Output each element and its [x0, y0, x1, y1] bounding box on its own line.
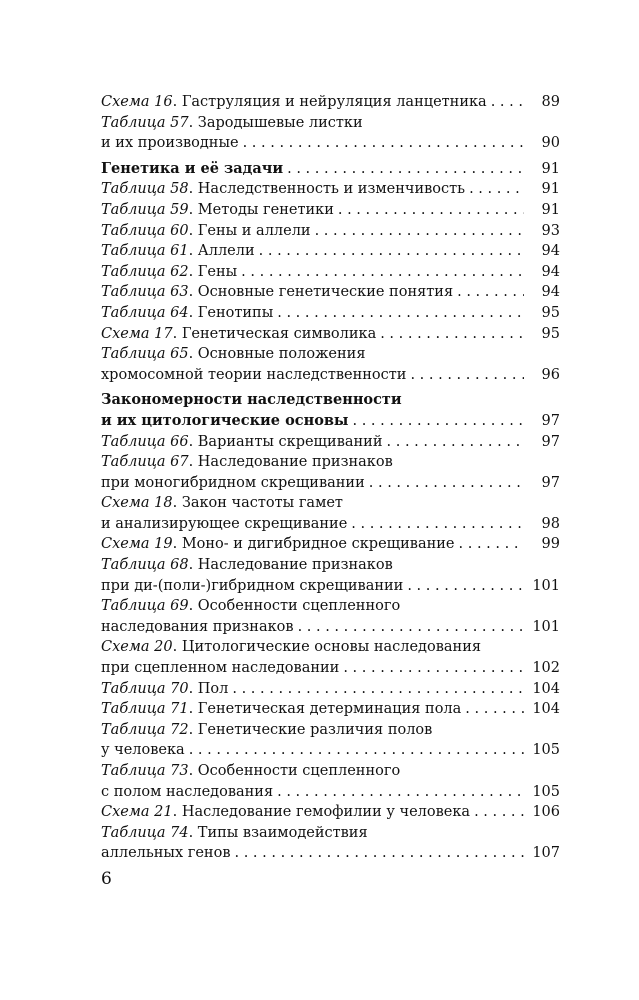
entry-title: Цитологические основы наследования	[181, 639, 482, 656]
toc-line	[101, 534, 560, 555]
toc-line	[101, 365, 560, 386]
dot-leader	[347, 514, 524, 535]
toc-line	[101, 576, 560, 597]
dot-leader	[239, 133, 524, 154]
toc-title: Схема 16. Гаструляция и нейруляция ланцетника	[101, 94, 487, 110]
toc-entry	[101, 596, 560, 637]
entry-label: Схема 17	[101, 325, 173, 342]
entry-label: Схема 18	[101, 495, 173, 512]
entry-title: Варианты скрещиваний	[197, 433, 383, 450]
toc-line	[101, 221, 560, 242]
toc-title: Таблица 58. Наследственность и изменчивость	[101, 181, 466, 198]
toc-title: Таблица 64. Генотипы	[101, 304, 274, 321]
dot-leader	[348, 411, 524, 432]
dot-leader	[470, 802, 524, 823]
page-ref: 104	[532, 680, 560, 697]
toc-line-content	[101, 282, 560, 303]
toc-line-content	[101, 200, 560, 221]
toc-line-content	[101, 596, 560, 617]
toc-line-content	[101, 365, 560, 386]
entry-label: Таблица 69	[101, 598, 189, 615]
toc-line	[101, 514, 560, 535]
toc-title-continuation: и анализирующее скрещивание	[101, 515, 348, 532]
toc-line-content	[101, 324, 560, 345]
entry-title: Пол	[197, 680, 229, 697]
section-title: Генетика и её задачи	[101, 159, 284, 177]
toc-title: Таблица 69. Особенности сцепленного	[101, 598, 401, 615]
toc-line	[101, 596, 560, 617]
page-ref: 91	[541, 181, 560, 198]
toc-title: Схема 21. Наследование гемофилии у человека	[101, 804, 471, 821]
page-ref: 90	[541, 135, 560, 152]
entry-title: Основные положения	[197, 346, 366, 363]
toc-line-content	[101, 113, 560, 134]
toc-line-content	[101, 159, 560, 180]
toc-line-content	[101, 555, 560, 576]
entry-label: Таблица 60	[101, 222, 189, 239]
toc-line-content	[101, 823, 560, 844]
page-ref: 97	[541, 412, 560, 429]
toc-line	[101, 200, 560, 221]
toc-line	[101, 782, 560, 803]
dot-leader	[376, 324, 524, 345]
entry-label: Схема 16	[101, 94, 173, 110]
entry-label: Таблица 57	[101, 114, 189, 131]
toc-line-content	[101, 637, 560, 658]
toc-line	[101, 452, 560, 473]
toc-title: Таблица 71. Генетическая детерминация пола	[101, 701, 462, 718]
toc-line	[101, 390, 560, 411]
section-title: Закономерности наследственности	[101, 391, 402, 409]
toc-entry	[101, 452, 560, 493]
dot-leader	[273, 303, 524, 324]
toc-line	[101, 303, 560, 324]
toc-entry	[101, 221, 560, 242]
toc-title	[101, 390, 402, 411]
page-ref: 94	[541, 263, 560, 280]
page-ref: 101	[532, 618, 560, 635]
toc-line-content	[101, 473, 560, 494]
entry-label: Таблица 58	[101, 181, 189, 198]
toc-title-continuation: при ди-(поли-)гибридном скрещивании	[101, 577, 404, 594]
toc-line	[101, 699, 560, 720]
page-ref: 97	[541, 433, 560, 450]
dot-leader	[455, 534, 524, 555]
toc-title: Таблица 67. Наследование признаков	[101, 454, 393, 471]
toc-title-continuation: хромосомной теории наследственности	[101, 366, 407, 383]
entry-title: Моно- и дигибридное скрещивание	[181, 536, 455, 553]
toc-entry	[101, 823, 560, 864]
toc-line-content	[101, 432, 560, 453]
toc-title: Схема 18. Закон частоты гамет	[101, 495, 343, 512]
entry-title: Методы генетики	[197, 201, 334, 218]
toc-line	[101, 740, 560, 761]
page-ref: 95	[541, 304, 560, 321]
entry-label: Таблица 65	[101, 346, 189, 363]
toc-line	[101, 637, 560, 658]
entry-label: Схема 21	[101, 804, 173, 821]
toc-line-content	[101, 452, 560, 473]
page-ref: 104	[532, 701, 560, 718]
entry-title: Гаструляция и нейруляция ланцетника	[181, 94, 487, 110]
toc-title: Таблица 59. Методы генетики	[101, 201, 334, 218]
dot-leader	[406, 365, 524, 386]
toc-line-content	[101, 699, 560, 720]
toc-entry	[101, 262, 560, 283]
entry-label: Таблица 74	[101, 824, 189, 841]
toc-line	[101, 324, 560, 345]
entry-label: Таблица 62	[101, 263, 189, 280]
toc-line-content	[101, 344, 560, 365]
dot-leader	[453, 282, 524, 303]
toc-line	[101, 344, 560, 365]
toc-line	[101, 262, 560, 283]
toc-section	[101, 390, 560, 431]
dot-leader	[294, 617, 524, 638]
dot-leader	[273, 782, 524, 803]
toc-line	[101, 843, 560, 864]
entry-title: Особенности сцепленного	[197, 763, 401, 779]
entry-title: Генетические различия полов	[197, 721, 433, 738]
toc-entry	[101, 344, 560, 385]
page-ref: 94	[541, 243, 560, 260]
toc-line-content	[101, 843, 560, 864]
toc-line-content	[101, 493, 560, 514]
dot-leader	[465, 179, 524, 200]
entry-title: Генотипы	[197, 304, 274, 321]
toc-entry	[101, 720, 560, 761]
entry-title: Наследование признаков	[197, 454, 393, 471]
toc-entry	[101, 679, 560, 700]
page-ref: 91	[541, 160, 560, 177]
toc-line	[101, 761, 560, 782]
entry-label: Таблица 68	[101, 557, 189, 574]
toc-entry	[101, 555, 560, 596]
entry-title: Генетическая символика	[181, 325, 377, 342]
page-ref: 95	[541, 325, 560, 342]
toc-line	[101, 823, 560, 844]
toc-line-content	[101, 802, 560, 823]
toc-title-continuation: у человека	[101, 742, 185, 759]
table-of-contents	[101, 92, 560, 864]
toc-line-content	[101, 617, 560, 638]
toc-title-continuation: и их производные	[101, 135, 239, 152]
toc-line	[101, 159, 560, 180]
toc-line-content	[101, 411, 560, 432]
entry-label: Таблица 66	[101, 433, 189, 450]
toc-entry	[101, 241, 560, 262]
toc-line	[101, 133, 560, 154]
entry-title: Гены и аллели	[197, 222, 311, 239]
toc-line	[101, 802, 560, 823]
toc-line-content	[101, 241, 560, 262]
toc-title: Таблица 65. Основные положения	[101, 346, 366, 363]
toc-line	[101, 473, 560, 494]
page-ref: 91	[541, 201, 560, 218]
toc-line-content	[101, 303, 560, 324]
toc-line-content	[101, 221, 560, 242]
toc-title-continuation: при моногибридном скрещивании	[101, 474, 365, 491]
toc-line-content	[101, 390, 560, 411]
entry-label: Таблица 64	[101, 304, 189, 321]
dot-leader	[487, 92, 524, 113]
toc-title	[101, 159, 283, 180]
page-ref: 96	[541, 366, 560, 383]
entry-label: Таблица 71	[101, 701, 189, 718]
entry-label: Таблица 73	[101, 763, 189, 779]
toc-title: Таблица 62. Гены	[101, 263, 238, 280]
page-ref: 97	[541, 474, 560, 491]
toc-entry	[101, 282, 560, 303]
dot-leader	[461, 699, 524, 720]
toc-line-content	[101, 658, 560, 679]
toc-title: Схема 20. Цитологические основы наследования	[101, 639, 482, 656]
toc-line	[101, 493, 560, 514]
dot-leader	[365, 473, 524, 494]
page-ref: 99	[541, 536, 560, 553]
dot-leader	[311, 221, 524, 242]
page-ref: 98	[541, 515, 560, 532]
page-ref: 94	[541, 284, 560, 301]
toc-line	[101, 720, 560, 741]
page-ref: 105	[532, 742, 560, 759]
toc-entry	[101, 493, 560, 534]
toc-line-content	[101, 679, 560, 700]
toc-title: Таблица 61. Аллели	[101, 243, 255, 260]
page-ref: 101	[532, 577, 560, 594]
toc-title: Таблица 57. Зародышевые листки	[101, 114, 363, 131]
toc-line	[101, 658, 560, 679]
toc-line	[101, 113, 560, 134]
toc-title-continuation: аллельных генов	[101, 845, 231, 862]
page-ref: 107	[532, 845, 560, 862]
entry-title: Генетическая детерминация пола	[197, 701, 462, 718]
toc-line	[101, 555, 560, 576]
toc-title-continuation: при сцепленном наследовании	[101, 660, 340, 677]
entry-label: Схема 20	[101, 639, 173, 656]
dot-leader	[185, 740, 524, 761]
toc-title: Таблица 74. Типы взаимодействия	[101, 824, 368, 841]
toc-section	[101, 159, 560, 180]
toc-title: Таблица 72. Генетические различия полов	[101, 721, 433, 738]
toc-entry	[101, 324, 560, 345]
toc-line-content	[101, 133, 560, 154]
entry-label: Таблица 59	[101, 201, 189, 218]
toc-line-content	[101, 92, 560, 113]
entry-label: Таблица 63	[101, 284, 189, 301]
toc-line-content	[101, 720, 560, 741]
toc-title: Таблица 66. Варианты скрещиваний	[101, 433, 383, 450]
dot-leader	[283, 159, 524, 180]
toc-line-content	[101, 262, 560, 283]
entry-label: Таблица 72	[101, 721, 189, 738]
toc-line-content	[101, 534, 560, 555]
toc-line	[101, 241, 560, 262]
entry-title: Аллели	[197, 243, 255, 260]
toc-title: Таблица 70. Пол	[101, 680, 229, 697]
toc-line	[101, 282, 560, 303]
toc-line	[101, 411, 560, 432]
toc-title-continuation: и их цитологические основы	[101, 411, 349, 429]
entry-title: Наследование гемофилии у человека	[181, 804, 471, 821]
toc-title: Таблица 73. Особенности сцепленного	[101, 763, 401, 779]
toc-title: Таблица 68. Наследование признаков	[101, 557, 393, 574]
entry-title: Наследственность и изменчивость	[197, 181, 466, 198]
toc-entry	[101, 699, 560, 720]
entry-label: Таблица 67	[101, 454, 189, 471]
toc-title: Таблица 60. Гены и аллели	[101, 222, 311, 239]
entry-title: Закон частоты гамет	[181, 495, 343, 512]
toc-entry	[101, 761, 560, 802]
entry-label: Таблица 70	[101, 680, 189, 697]
dot-leader	[339, 658, 524, 679]
entry-label: Таблица 61	[101, 243, 189, 260]
toc-line-content	[101, 576, 560, 597]
toc-line-content	[101, 179, 560, 200]
dot-leader	[383, 432, 524, 453]
dot-leader	[230, 843, 524, 864]
toc-line-content	[101, 740, 560, 761]
page-ref: 93	[541, 222, 560, 239]
toc-title: Схема 19. Моно- и дигибридное скрещивание	[101, 536, 455, 553]
toc-line	[101, 432, 560, 453]
entry-title: Особенности сцепленного	[197, 598, 401, 615]
dot-leader	[255, 241, 524, 262]
toc-line	[101, 617, 560, 638]
toc-entry	[101, 303, 560, 324]
entry-title: Основные генетические понятия	[197, 284, 454, 301]
toc-entry	[101, 432, 560, 453]
entry-title: Зародышевые листки	[197, 114, 363, 131]
toc-entry	[101, 179, 560, 200]
page-number: 6	[101, 869, 112, 889]
toc-entry	[101, 637, 560, 678]
page-ref: 89	[541, 94, 560, 110]
dot-leader	[403, 576, 524, 597]
page-ref: 102	[532, 660, 560, 677]
toc-line	[101, 179, 560, 200]
entry-title: Наследование признаков	[197, 557, 393, 574]
toc-title: Схема 17. Генетическая символика	[101, 325, 377, 342]
toc-line-content	[101, 761, 560, 782]
page-ref: 106	[532, 804, 560, 821]
page-ref: 105	[532, 783, 560, 800]
toc-title-continuation: наследования признаков	[101, 618, 294, 635]
toc-line	[101, 92, 560, 113]
toc-line	[101, 679, 560, 700]
entry-label: Схема 19	[101, 536, 173, 553]
toc-entry	[101, 113, 560, 154]
dot-leader	[228, 679, 524, 700]
toc-line-content	[101, 782, 560, 803]
dot-leader	[334, 200, 524, 221]
dot-leader	[237, 262, 524, 283]
entry-title: Гены	[197, 263, 238, 280]
toc-entry	[101, 200, 560, 221]
toc-entry	[101, 92, 560, 113]
toc-title-continuation: с полом наследования	[101, 783, 274, 800]
toc-title: Таблица 63. Основные генетические понятия	[101, 284, 454, 301]
entry-title: Типы взаимодействия	[197, 824, 368, 841]
toc-line-content	[101, 514, 560, 535]
toc-entry	[101, 802, 560, 823]
toc-entry	[101, 534, 560, 555]
